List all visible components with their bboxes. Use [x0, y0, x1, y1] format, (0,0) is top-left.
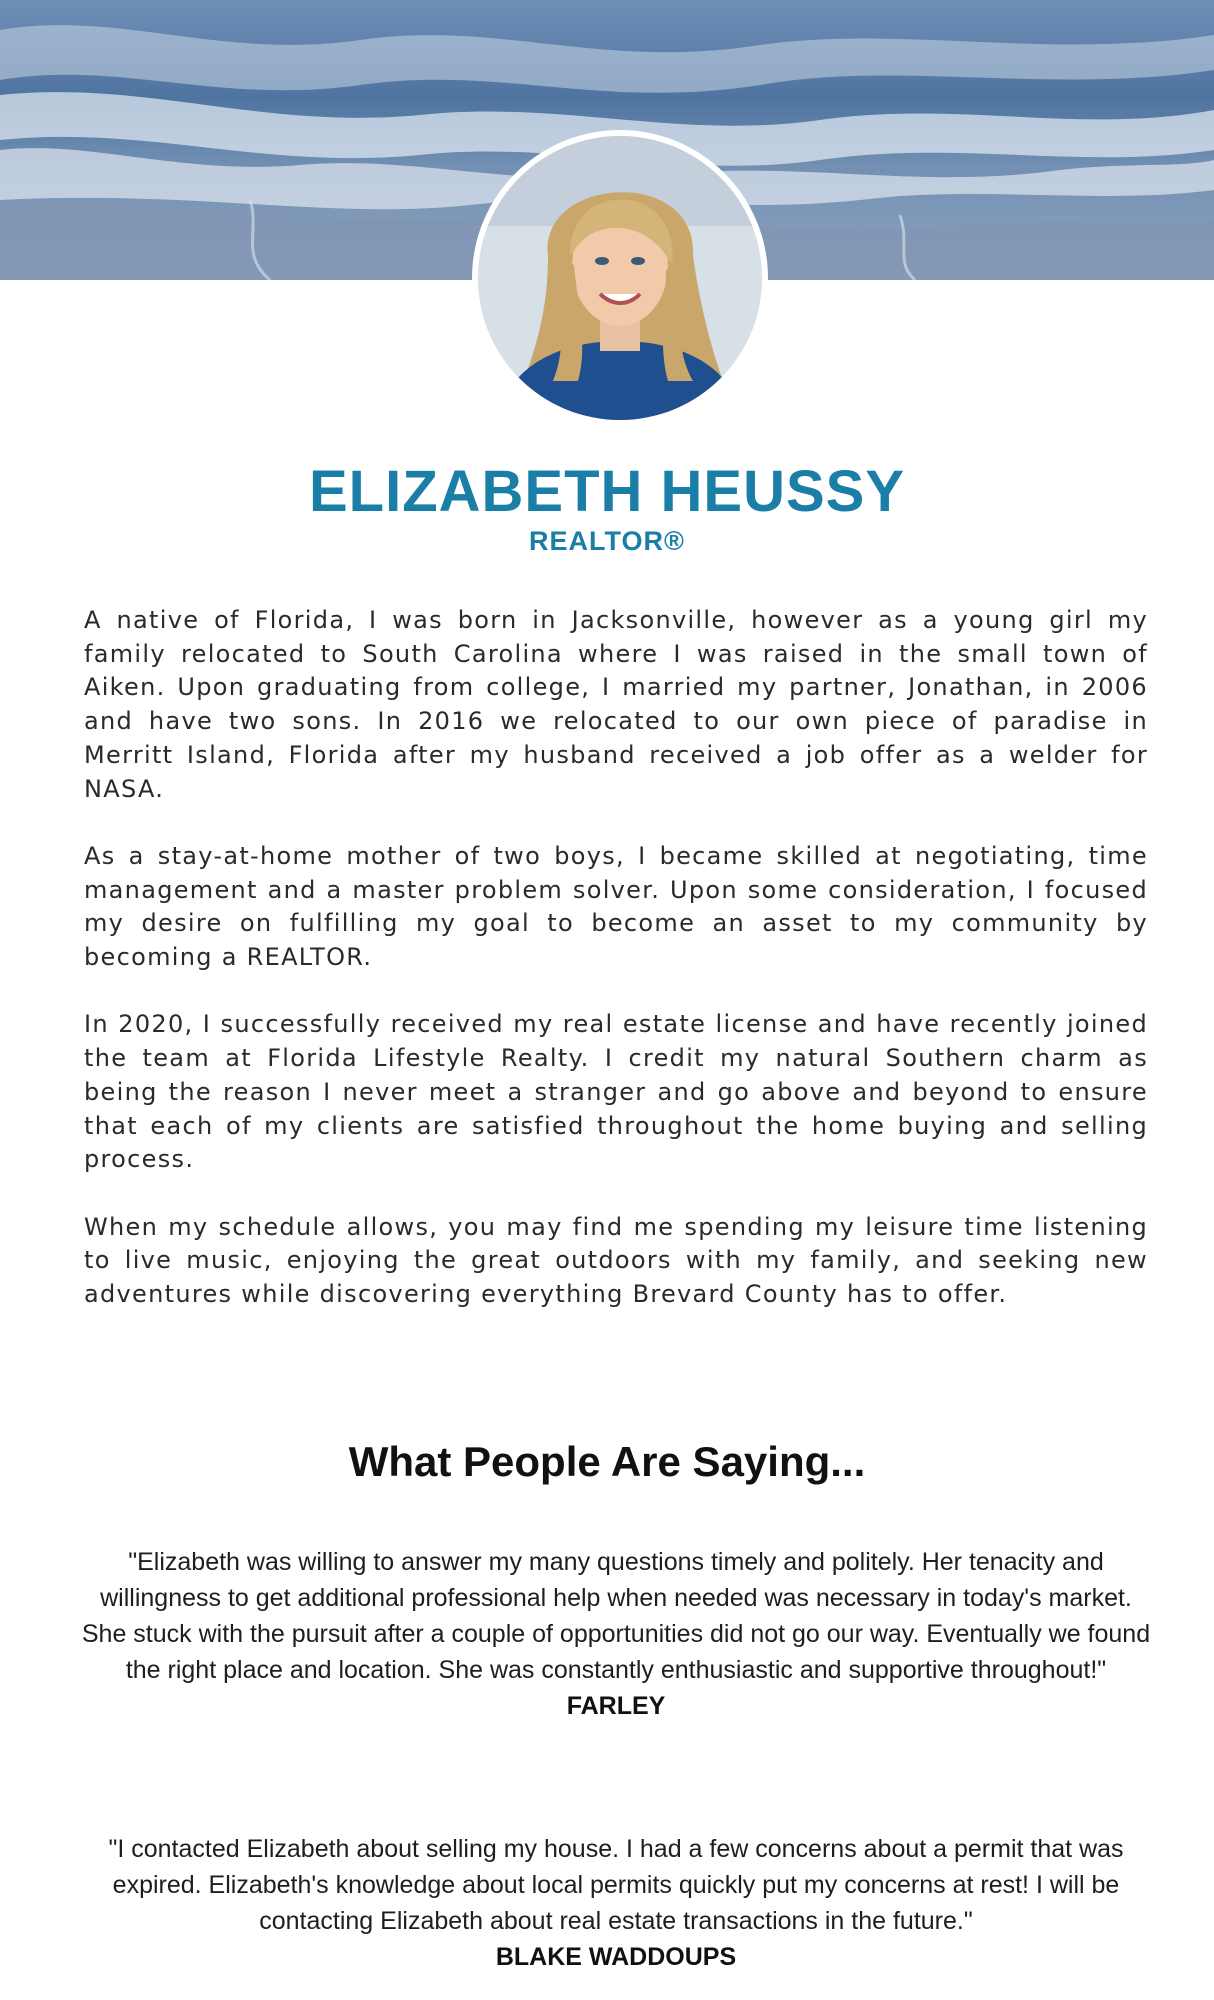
testimonial-author: FARLEY: [566, 1692, 666, 1720]
bio-paragraph: A native of Florida, I was born in Jacksonville, however as a young girl my family relocated to South Carolina where I was raised in the small town of Aiken. Upon graduating from college, I married my partner, Jonathan, in 2006 and have two sons. In 2016 we relocated to our own piece of paradise in Merritt Island, Florida after my husband received a job offer as a welder for NASA.: [84, 606, 1148, 803]
realtor-name: ELIZABETH HEUSSY: [308, 459, 906, 524]
bio-paragraph: As a stay-at-home mother of two boys, I became skilled at negotiating, time management and a master problem solver. Upon some consideration, I focused my desire on fulfilling my goal to become an asset to my community by becoming a REALTOR.: [84, 841, 1148, 972]
testimonials-heading: What People Are Saying...: [348, 1438, 866, 1485]
bio-paragraph: In 2020, I successfully received my real estate license and have recently joined the team at Florida Lifestyle Realty. I credit my natural Southern charm as being the reason I never meet a stranger and go above and beyond to ensure that each of my clients are satisfied throughout the home buying and selling process.: [84, 1010, 1148, 1174]
profile-photo: [478, 136, 762, 420]
testimonial-author: BLAKE WADDOUPS: [495, 1943, 737, 1971]
profile-photo-frame: [472, 130, 768, 426]
bio-paragraph: When my schedule allows, you may find me spending my leisure time listening to live music, enjoying the great outdoors with my family, and seeking new adventures while discovering everything Brevard County has to offer.: [84, 1212, 1148, 1309]
realtor-title: REALTOR®: [529, 526, 685, 556]
testimonial-card: [76, 1544, 1156, 1724]
bio-section: [84, 604, 1148, 1345]
testimonial-quote: "Elizabeth was willing to answer my many questions timely and politely. Her tenacity and willingness to get additional professional help when needed was necessary in today's market. She stuck with the pursuit after a couple of opportunities did not go our way. Eventually we found the right place and location. She was constantly enthusiastic and supportive throughout!": [81, 1548, 1151, 1684]
testimonial-card: [76, 1831, 1156, 1975]
testimonial-quote: "I contacted Elizabeth about selling my house. I had a few concerns about a permit that was expired. Elizabeth's knowledge about local permits quickly put my concerns at rest! I will be contacting Elizabeth about real estate transactions in the future.": [108, 1835, 1124, 1935]
